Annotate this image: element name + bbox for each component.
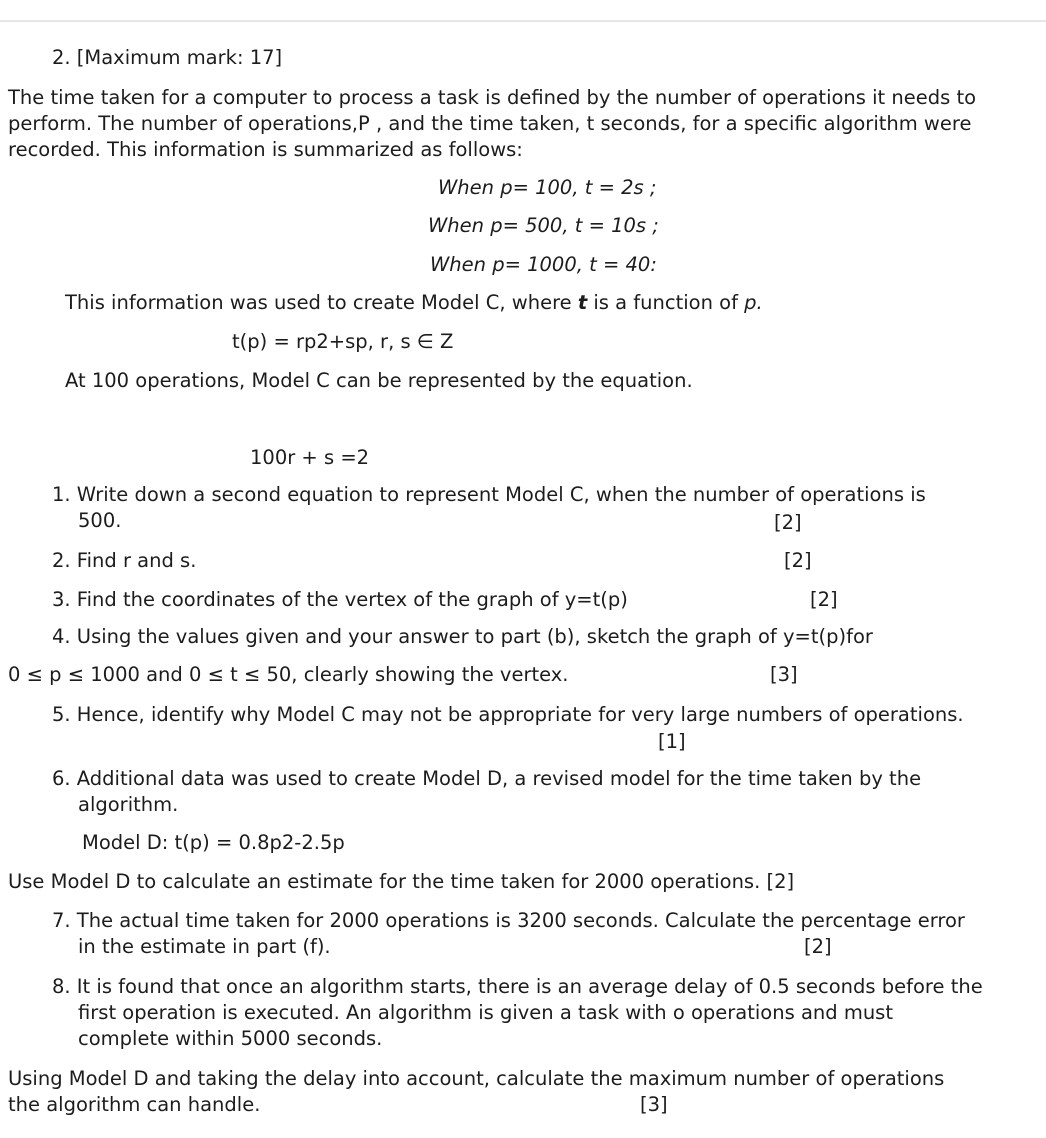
part-4-line-1: 4. Using the values given and your answer to part (b), sketch the graph of y=t(p)for: [52, 625, 873, 648]
part-2-text: 2. Find r and s.: [52, 549, 197, 572]
part-7-line-1: 7. The actual time taken for 2000 operations is 3200 seconds. Calculate the percentage error: [52, 909, 965, 932]
final-question-line-1: Using Model D and taking the delay into account, calculate the maximum number of operations: [8, 1067, 945, 1090]
part-8-line-2: first operation is executed. An algorithm is given a task with o operations and must: [78, 1001, 893, 1024]
data-line-1: When p= 100, t = 2s ;: [438, 176, 657, 199]
final-question-mark: [3]: [640, 1093, 668, 1116]
final-question-line-2: the algorithm can handle.: [8, 1093, 261, 1116]
part-6-line-1: 6. Additional data was used to create Model D, a revised model for the time taken by the: [52, 767, 922, 790]
part-1-mark: [2]: [774, 511, 802, 534]
part-1-line-2: 500.: [78, 509, 122, 532]
intro-line-1: The time taken for a computer to process a task is defined by the number of operations it needs to: [8, 86, 977, 109]
part-3-text: 3. Find the coordinates of the vertex of the graph of y=t(p): [52, 588, 628, 611]
part-4-line-2: 0 ≤ p ≤ 1000 and 0 ≤ t ≤ 50, clearly showing the vertex.: [8, 663, 569, 686]
model-c-intro-p: p.: [744, 291, 763, 314]
part-6-line-2: algorithm.: [78, 793, 179, 816]
intro-line-2: perform. The number of operations,P , and the time taken, t seconds, for a specific algorithm were: [8, 112, 972, 135]
part-2-mark: [2]: [784, 549, 812, 572]
part-8-line-3: complete within 5000 seconds.: [78, 1027, 383, 1050]
part-1-line-1: 1. Write down a second equation to represent Model C, when the number of operations is: [52, 483, 926, 506]
model-c-formula: t(p) = rp2+sp, r, s ∈ Z: [232, 330, 454, 353]
intro-line-3: recorded. This information is summarized as follows:: [8, 138, 523, 161]
part-4-mark: [3]: [770, 663, 798, 686]
part-5-mark: [1]: [658, 730, 686, 753]
part-7-mark: [2]: [804, 935, 832, 958]
at-100-operations: At 100 operations, Model C can be represented by the equation.: [65, 369, 693, 392]
model-c-intro-t: t: [577, 291, 588, 314]
part-7-line-2: in the estimate in part (f).: [78, 935, 331, 958]
model-c-intro: [65, 290, 763, 315]
part-8-line-1: 8. It is found that once an algorithm starts, there is an average delay of 0.5 seconds before the: [52, 975, 983, 998]
model-c-intro-pre: This information was used to create Model C, where: [65, 291, 578, 314]
part-5-line-1: 5. Hence, identify why Model C may not be appropriate for very large numbers of operations.: [52, 703, 964, 726]
data-line-2: When p= 500, t = 10s ;: [428, 214, 659, 237]
model-c-intro-mid: is a function of: [587, 291, 745, 314]
data-line-3: When p= 1000, t = 40:: [430, 253, 657, 276]
model-c-equation: 100r + s =2: [250, 446, 370, 469]
question-header: 2. [Maximum mark: 17]: [52, 46, 283, 69]
model-d-task: Use Model D to calculate an estimate for the time taken for 2000 operations. [2]: [8, 870, 795, 893]
top-separator: [0, 0, 1046, 22]
part-3-mark: [2]: [810, 588, 838, 611]
model-d-formula: Model D: t(p) = 0.8p2-2.5p: [82, 831, 345, 854]
